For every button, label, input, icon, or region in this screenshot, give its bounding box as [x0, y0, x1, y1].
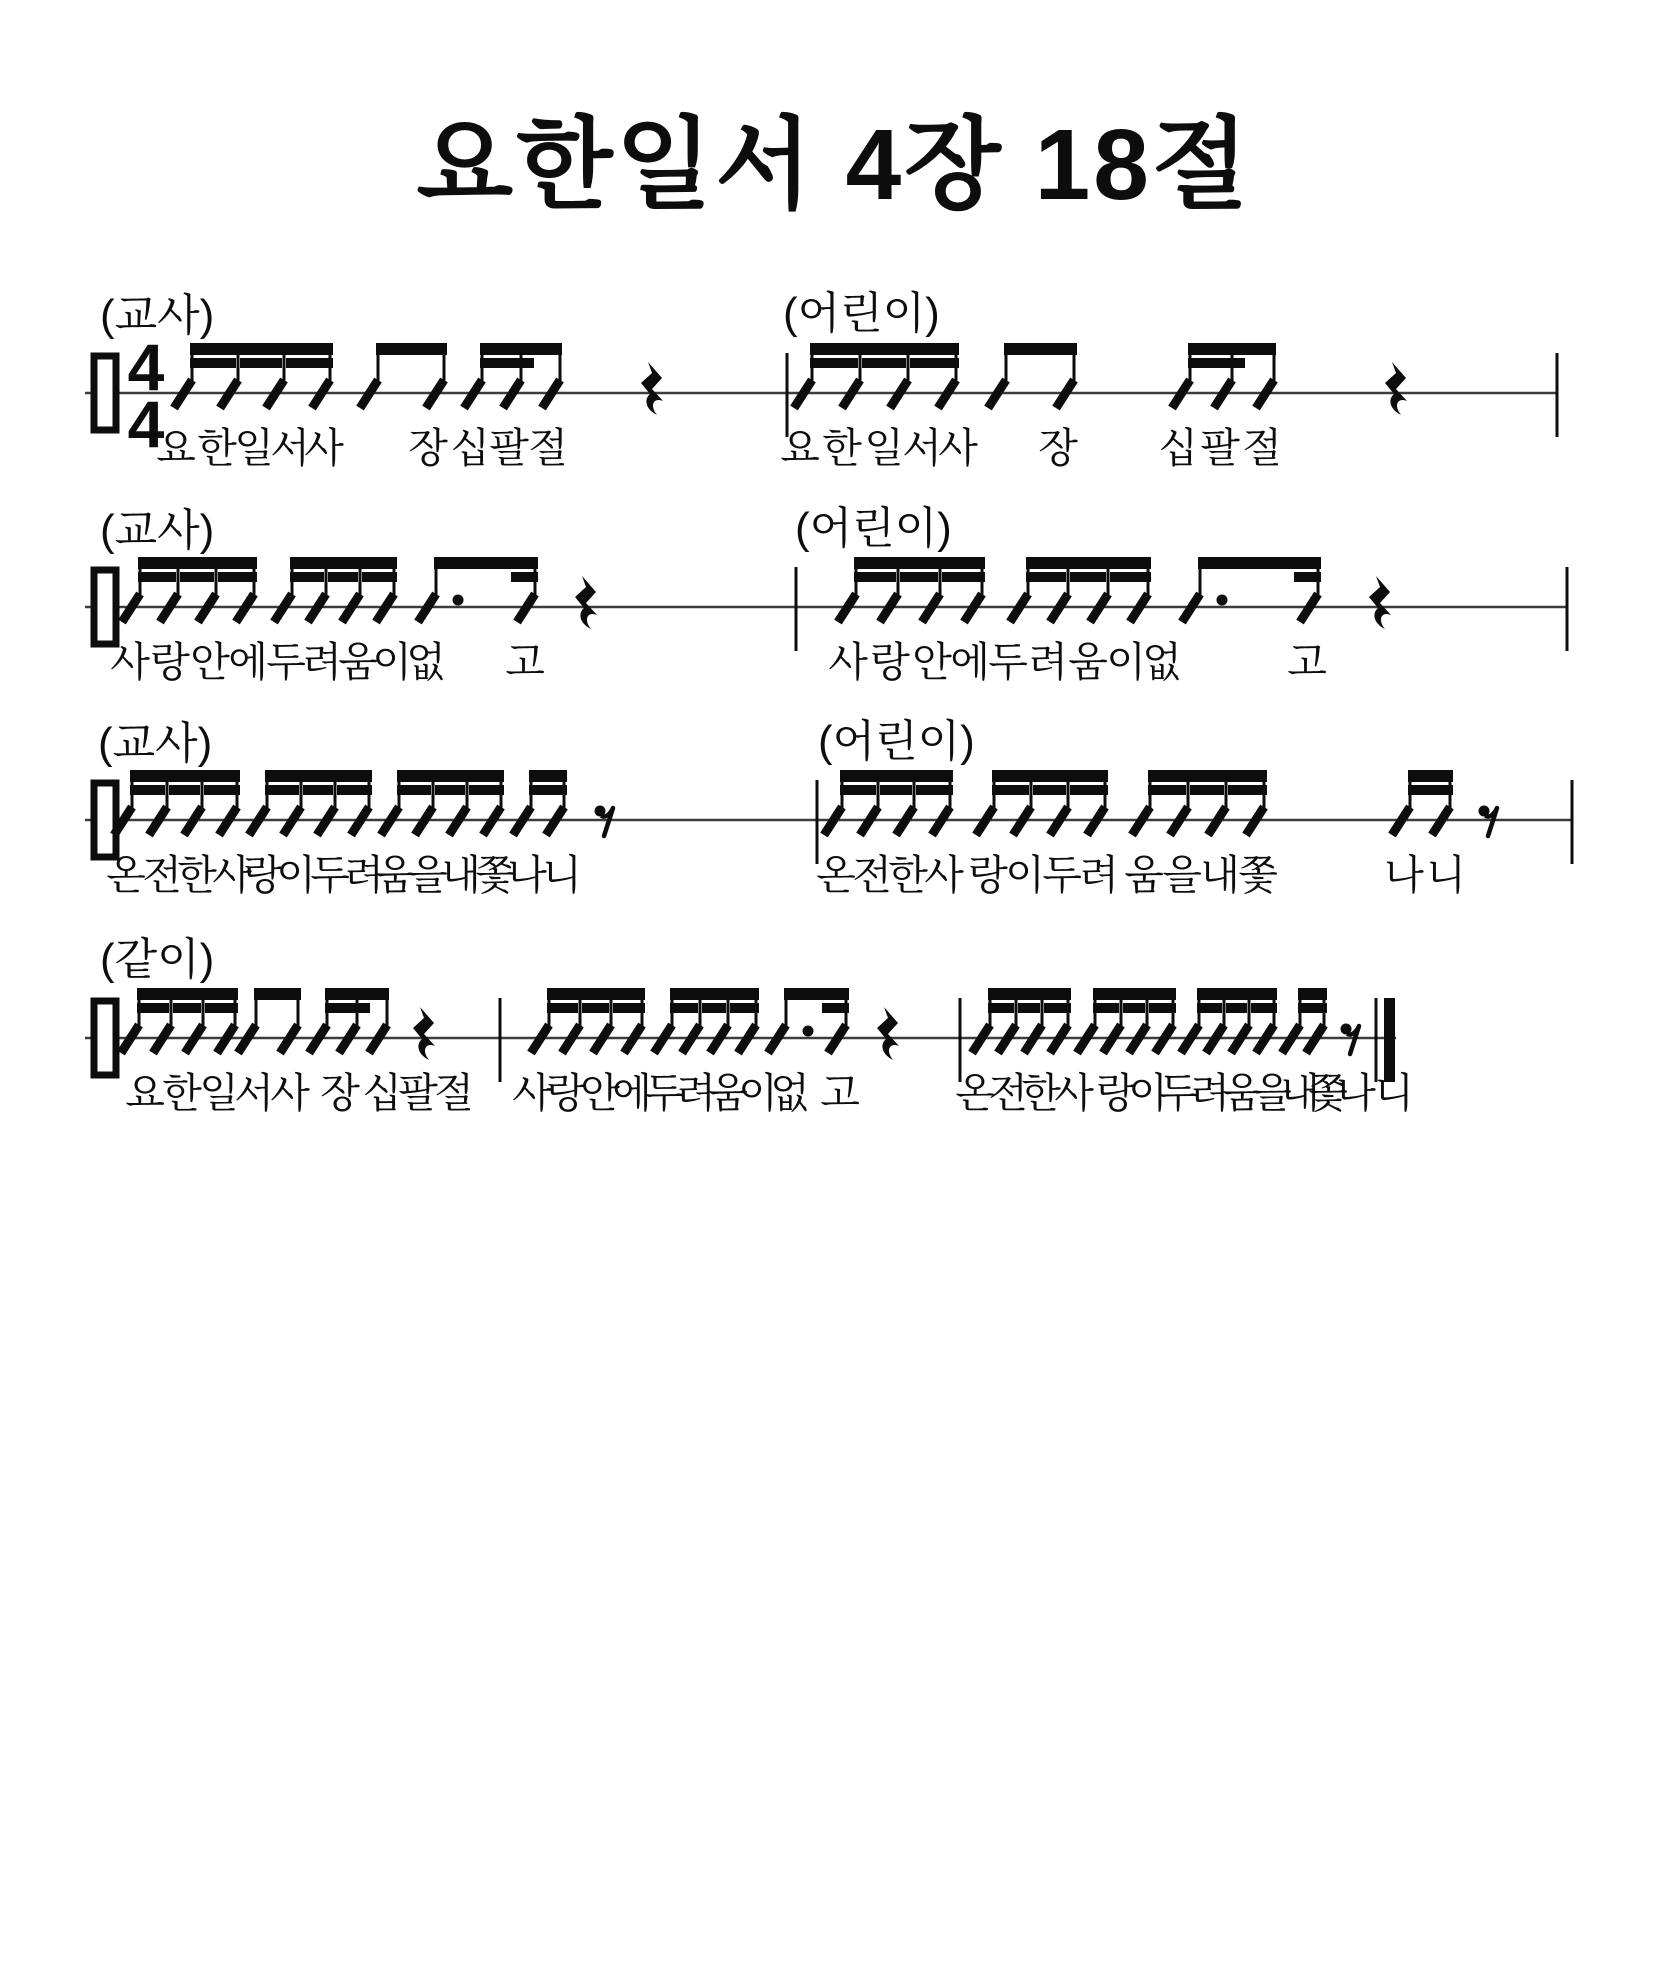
beam-second — [1148, 785, 1186, 795]
lyric-syllable: 사 — [270, 1070, 310, 1116]
lyric-syllable: 내 — [1280, 1070, 1320, 1116]
lyric-syllable: 움 — [708, 1070, 748, 1116]
lyric-syllable: 움 — [1124, 852, 1164, 898]
beam-top — [547, 988, 645, 1000]
beam-second — [169, 785, 200, 795]
voice-label: (같이) — [100, 935, 215, 984]
lyric-syllable: 십 — [1158, 425, 1198, 471]
beam-second — [613, 1003, 645, 1013]
beam-second — [265, 785, 299, 795]
lyric-syllable: 두 — [988, 639, 1028, 685]
beam-group — [838, 557, 985, 622]
beam-group — [360, 343, 447, 408]
lyric-syllable: 서 — [902, 425, 942, 471]
beam-second — [240, 358, 282, 368]
beam-top — [1004, 343, 1077, 355]
lyric-syllable: 서 — [270, 425, 310, 471]
lyric-syllable: 두 — [310, 852, 350, 898]
beam-group — [121, 988, 238, 1053]
lyric-syllable: 니 — [1374, 1070, 1414, 1116]
lyric-syllable: 이 — [1128, 1070, 1168, 1116]
beam-second-partial — [1188, 358, 1245, 368]
lyric-syllable: 장 — [320, 1070, 360, 1116]
beam-top — [1093, 988, 1176, 1000]
beam-group — [249, 770, 372, 835]
beam-second — [290, 572, 324, 582]
beam-second — [397, 785, 431, 795]
beam-second — [988, 1003, 1014, 1013]
beam-group — [418, 557, 538, 622]
beam-second — [328, 572, 358, 582]
beam-second — [862, 358, 906, 368]
augmentation-dot — [803, 1026, 814, 1037]
lyric-syllable: 서 — [234, 1070, 274, 1116]
beam-group — [988, 343, 1077, 408]
beam-top — [992, 770, 1108, 782]
beam-group — [274, 557, 397, 622]
beam-top — [130, 770, 240, 782]
lyric-syllable: 사 — [1054, 1070, 1094, 1116]
lyric-syllable: 요 — [156, 425, 196, 471]
lyric-syllable: 팔 — [398, 1070, 438, 1116]
lyric-syllable: 사 — [938, 425, 978, 471]
beam-second — [1197, 1003, 1222, 1013]
beam-top — [784, 988, 849, 1000]
beam-second — [1110, 572, 1151, 582]
beam-group — [122, 557, 257, 622]
beam-second — [1226, 1003, 1247, 1013]
lyric-syllable: 려 — [1079, 852, 1119, 898]
page-title: 요한일서 4장 18절 — [416, 109, 1252, 221]
beam-second — [137, 1003, 169, 1013]
lyric-syllable: 사 — [304, 425, 344, 471]
rhythm-clef-icon — [94, 570, 116, 644]
lyric-syllable: 전 — [852, 852, 892, 898]
beam-second-partial — [480, 358, 534, 368]
lyric-syllable: 일 — [199, 1070, 239, 1116]
augmentation-dot — [1217, 595, 1228, 606]
beam-second — [900, 572, 938, 582]
beam-second — [1228, 785, 1267, 795]
quarter-rest-icon — [1385, 362, 1407, 415]
lyric-syllable: 두 — [266, 639, 306, 685]
beam-group — [238, 988, 301, 1053]
beam-second — [205, 1003, 238, 1013]
voice-label: (어린이) — [795, 504, 952, 553]
lyric-syllable: 랑 — [1096, 1070, 1136, 1116]
beam-second — [529, 785, 567, 795]
beam-top — [1408, 770, 1453, 782]
lyric-syllable: 움 — [338, 639, 378, 685]
beam-second — [1070, 785, 1108, 795]
beam-second-partial — [325, 1003, 370, 1013]
system-1 — [85, 289, 1557, 471]
beam-group — [768, 988, 849, 1053]
lyric-syllable: 한 — [162, 1070, 202, 1116]
lyric-syllable: 절 — [434, 1070, 474, 1116]
lyric-syllable: 랑 — [243, 852, 283, 898]
lyric-syllable: 나 — [1384, 852, 1424, 898]
beam-group — [972, 988, 1071, 1053]
lyric-syllable: 움 — [1222, 1070, 1262, 1116]
beam-second — [190, 358, 236, 368]
beam-group — [464, 343, 562, 408]
lyric-syllable: 장 — [1038, 425, 1078, 471]
beam-group — [1392, 770, 1453, 835]
beam-second — [840, 785, 876, 795]
lyric-syllable: 사 — [828, 639, 868, 685]
beam-top — [670, 988, 759, 1000]
beam-second — [204, 785, 240, 795]
beam-top — [1198, 557, 1321, 569]
lyric-syllable: 려 — [302, 639, 342, 685]
beam-top — [137, 988, 238, 1000]
beam-group — [531, 988, 645, 1053]
beam-group — [114, 770, 240, 835]
beam-second — [942, 572, 985, 582]
lyric-syllable: 두 — [1158, 1070, 1198, 1116]
beam-group — [1182, 557, 1321, 622]
lyric-syllable: 한 — [197, 425, 237, 471]
beam-top — [854, 557, 985, 569]
lyric-syllable: 없 — [770, 1070, 810, 1116]
beam-second — [1033, 785, 1066, 795]
lyric-syllable: 이 — [276, 852, 316, 898]
lyric-syllable: 한 — [177, 852, 217, 898]
lyric-syllable: 려 — [676, 1070, 716, 1116]
beam-second — [138, 572, 176, 582]
lyric-syllable: 에 — [612, 1070, 652, 1116]
beam-top — [254, 988, 301, 1000]
beam-top — [190, 343, 333, 355]
voice-label: (어린이) — [783, 289, 940, 338]
beam-top — [529, 770, 567, 782]
lyric-syllable: 나 — [1336, 1070, 1376, 1116]
lyric-syllable: 십 — [362, 1070, 402, 1116]
lyric-syllable: 이 — [1106, 639, 1146, 685]
beam-group — [1172, 343, 1276, 408]
beam-second — [854, 572, 896, 582]
lyric-syllable: 이 — [1005, 852, 1045, 898]
beam-second — [1408, 785, 1453, 795]
lyric-syllable: 을 — [408, 852, 448, 898]
lyric-syllable: 려 — [1028, 639, 1068, 685]
beam-group — [309, 988, 389, 1053]
beam-group — [381, 770, 504, 835]
lyric-syllable: 요 — [125, 1070, 165, 1116]
lyric-syllable: 안 — [912, 639, 952, 685]
lyric-syllable: 전 — [988, 1070, 1028, 1116]
lyric-syllable: 한 — [822, 425, 862, 471]
beam-top — [397, 770, 504, 782]
lyric-syllable: 사 — [512, 1070, 552, 1116]
beam-second — [880, 785, 912, 795]
beam-group — [976, 770, 1108, 835]
lyric-syllable: 쫓 — [475, 852, 515, 898]
beam-top — [265, 770, 372, 782]
voice-label: (어린이) — [818, 717, 975, 766]
system-3 — [85, 717, 1572, 898]
beam-top — [138, 557, 257, 569]
voice-label: (교사) — [100, 506, 215, 555]
lyric-syllable: 니 — [542, 852, 582, 898]
lyric-syllable: 내 — [441, 852, 481, 898]
beam-top — [376, 343, 447, 355]
beam-second — [1070, 572, 1106, 582]
beam-group — [1077, 988, 1176, 1053]
beam-second — [337, 785, 372, 795]
rhythm-clef-icon — [94, 783, 116, 857]
beam-second — [286, 358, 333, 368]
beam-second — [916, 785, 953, 795]
beam-second — [547, 1003, 578, 1013]
lyric-syllable: 을 — [1162, 852, 1202, 898]
lyric-syllable: 온 — [816, 852, 856, 898]
lyric-syllable: 에 — [950, 639, 990, 685]
beam-group — [824, 770, 953, 835]
voice-label: (교사) — [100, 291, 215, 340]
lyric-syllable: 전 — [142, 852, 182, 898]
lyric-syllable: 한 — [888, 852, 928, 898]
lyric-syllable: 안 — [190, 639, 230, 685]
beam-top — [988, 988, 1071, 1000]
beam-second — [1026, 572, 1066, 582]
beam-second — [1093, 1003, 1119, 1013]
lyric-syllable: 한 — [1021, 1070, 1061, 1116]
rhythm-clef-icon — [94, 1001, 116, 1075]
lyric-syllable: 사 — [212, 852, 252, 898]
beam-group — [1282, 988, 1327, 1053]
lyric-syllable: 두 — [644, 1070, 684, 1116]
beam-second — [810, 358, 858, 368]
system-2 — [85, 504, 1567, 685]
beam-second — [1123, 1003, 1145, 1013]
lyric-syllable: 일 — [234, 425, 274, 471]
lyric-syllable: 나 — [507, 852, 547, 898]
lyric-syllable: 고 — [1287, 639, 1327, 685]
lyric-syllable: 랑 — [968, 852, 1008, 898]
lyric-syllable: 움 — [375, 852, 415, 898]
beam-second — [469, 785, 504, 795]
lyric-syllable: 장 — [408, 425, 448, 471]
beam-second — [1190, 785, 1224, 795]
lyric-syllable: 두 — [1042, 852, 1082, 898]
beam-top — [290, 557, 397, 569]
beam-group — [1132, 770, 1267, 835]
lyric-syllable: 일 — [864, 425, 904, 471]
quarter-rest-icon — [413, 1007, 435, 1060]
lyric-syllable: 절 — [1242, 425, 1282, 471]
beam-top — [1197, 988, 1277, 1000]
lyric-syllable: 내 — [1200, 852, 1240, 898]
lyric-syllable: 쫓 — [1308, 1070, 1348, 1116]
beam-second — [303, 785, 333, 795]
beam-second — [435, 785, 465, 795]
lyric-syllable: 니 — [1426, 852, 1466, 898]
lyric-syllable: 쫓 — [1238, 852, 1278, 898]
lyric-syllable: 려 — [1190, 1070, 1230, 1116]
system-4 — [85, 935, 1414, 1116]
beam-second — [1018, 1003, 1040, 1013]
lyric-syllable: 고 — [820, 1070, 860, 1116]
beam-second — [992, 785, 1029, 795]
augmentation-dot — [453, 595, 464, 606]
beam-group — [1181, 988, 1277, 1053]
beam-second — [180, 572, 214, 582]
quarter-rest-icon — [877, 1007, 899, 1060]
lyric-syllable: 없 — [406, 639, 446, 685]
lyric-syllable: 팔 — [489, 425, 529, 471]
beam-second — [130, 785, 165, 795]
beam-second — [910, 358, 959, 368]
time-signature-top: 4 — [127, 330, 165, 404]
quarter-rest-icon — [575, 576, 597, 629]
quarter-rest-icon — [641, 362, 663, 415]
lyric-syllable: 이 — [372, 639, 412, 685]
rhythm-clef-icon — [94, 356, 116, 430]
beam-top — [810, 343, 959, 355]
beam-second — [582, 1003, 609, 1013]
lyric-syllable: 절 — [528, 425, 568, 471]
beam-group — [794, 343, 959, 408]
beam-group — [654, 988, 759, 1053]
lyric-syllable: 랑 — [870, 639, 910, 685]
lyric-syllable: 요 — [780, 425, 820, 471]
lyric-syllable: 온 — [955, 1070, 995, 1116]
lyric-syllable: 팔 — [1200, 425, 1240, 471]
lyric-syllable: 고 — [505, 639, 545, 685]
lyric-syllable: 에 — [228, 639, 268, 685]
lyric-syllable: 을 — [1252, 1070, 1292, 1116]
quarter-rest-icon — [1369, 576, 1391, 629]
beam-second — [218, 572, 257, 582]
lyric-syllable: 려 — [344, 852, 384, 898]
lyric-syllable: 사 — [924, 852, 964, 898]
lyric-syllable: 랑 — [546, 1070, 586, 1116]
beam-top — [1026, 557, 1151, 569]
lyric-syllable: 온 — [106, 852, 146, 898]
lyric-syllable: 안 — [580, 1070, 620, 1116]
lyric-syllable: 랑 — [150, 639, 190, 685]
lyric-syllable: 사 — [110, 639, 150, 685]
beam-top — [434, 557, 538, 569]
beam-second — [362, 572, 397, 582]
beam-second — [173, 1003, 201, 1013]
lyric-syllable: 십 — [450, 425, 490, 471]
beam-second — [702, 1003, 726, 1013]
beam-top — [1148, 770, 1267, 782]
time-signature-bottom: 4 — [127, 387, 165, 461]
lyric-syllable: 없 — [1142, 639, 1182, 685]
beam-group — [174, 343, 333, 408]
beam-group — [1010, 557, 1151, 622]
lyric-syllable: 이 — [738, 1070, 778, 1116]
voice-label: (교사) — [98, 719, 213, 768]
lyric-syllable: 움 — [1068, 639, 1108, 685]
beam-second — [670, 1003, 698, 1013]
beam-top — [840, 770, 953, 782]
beam-group — [513, 770, 567, 835]
